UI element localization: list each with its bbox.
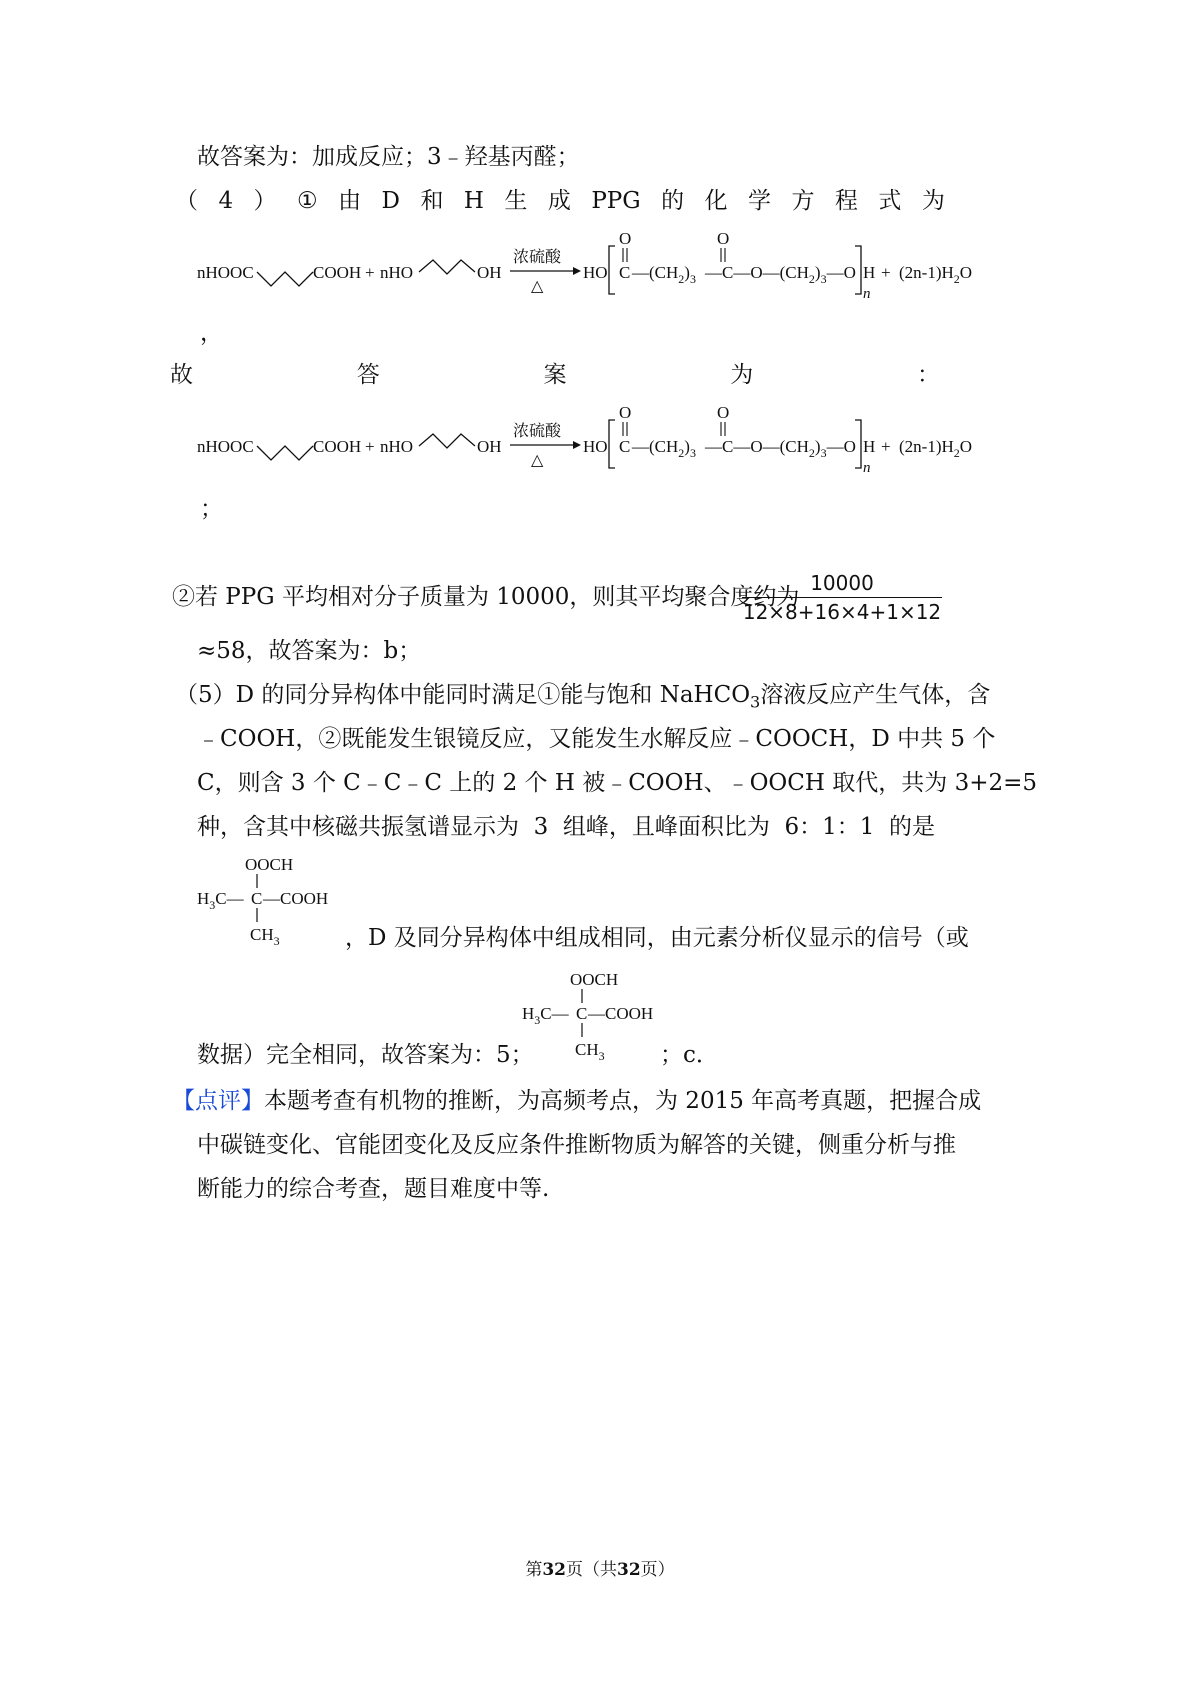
- token: 学: [748, 188, 771, 214]
- chain-segment-2: $—C—O—(CH_2)_3—O$: [705, 263, 856, 286]
- reactant-diacid-left: nHOOC: [197, 263, 254, 282]
- token: 和: [420, 188, 444, 214]
- carbon-chain-1: [257, 272, 313, 286]
- token: 化: [704, 188, 728, 214]
- group-ch3-left: $H_3C—$: [197, 889, 244, 912]
- carbonyl-o-1: O: [619, 229, 632, 248]
- review-line-3: 断能力的综合考查，题目难度中等.: [197, 1176, 550, 1202]
- token: 的: [661, 188, 685, 214]
- token: 成: [547, 188, 571, 214]
- group-ch3-bottom: $CH_3$: [575, 1040, 605, 1063]
- central-carbon: C: [576, 1004, 588, 1023]
- central-carbon: C: [251, 889, 263, 908]
- reactant-diol-right: OH: [477, 437, 502, 456]
- footer-mid: 页（共: [566, 1560, 617, 1580]
- polymerization-equation-2: [195, 402, 995, 482]
- semicolon-mark: ；: [200, 496, 223, 522]
- polymerization-equation-1: [195, 228, 995, 308]
- isomer-structure-2: [520, 965, 670, 1065]
- token: 为: [921, 188, 945, 214]
- part5-line-6-end: ；c．: [660, 1042, 719, 1068]
- polymer-n: n: [863, 286, 871, 302]
- right-bracket: [855, 420, 861, 468]
- review-line-2: 中碳链变化、官能团变化及反应条件推断物质为解答的关键，侧重分析与推: [197, 1132, 956, 1158]
- heat-symbol: △: [531, 452, 544, 469]
- token: 答: [356, 362, 380, 388]
- review-text-1: 本题考查有机物的推断，为高频考点，为 2015 年高考真题，把握合成: [264, 1088, 982, 1114]
- carbonyl-c-1: C: [619, 263, 631, 282]
- polymer-n: n: [863, 460, 871, 476]
- water-product: $(2n-1)H_2O$: [899, 437, 973, 460]
- product-ho: HO: [583, 437, 608, 456]
- carbonyl-o-2: O: [717, 229, 730, 248]
- plus-sign-2: +: [881, 437, 891, 456]
- product-h: H: [863, 263, 876, 282]
- subscript-3: 3: [750, 692, 761, 712]
- fraction-denominator: 12×8+16×4+1×12: [742, 600, 942, 624]
- footer-post: 页）: [640, 1560, 675, 1580]
- polymerization-fraction: [742, 571, 942, 624]
- token: 案: [543, 362, 567, 388]
- group-ch3-left: $H_3C—$: [522, 1004, 569, 1027]
- part5-text-a-end: 溶液反应产生气体，含: [760, 682, 991, 708]
- catalyst-label: 浓硫酸: [513, 249, 562, 266]
- group-ooch: OOCH: [570, 970, 619, 989]
- chain-segment-1: $—(CH_2)_3$: [632, 437, 696, 460]
- arrow-head: [573, 267, 581, 275]
- fraction-numerator: 10000: [742, 571, 942, 598]
- chain-segment-2: $—C—O—(CH_2)_3—O$: [705, 437, 856, 460]
- token: 生: [504, 188, 528, 214]
- reactant-diacid-left: nHOOC: [197, 437, 254, 456]
- plus-sign: +: [365, 263, 375, 282]
- water-product: $(2n-1)H_2O$: [899, 263, 973, 286]
- carbon-chain-2: [419, 260, 475, 274]
- question-4-heading: [175, 186, 945, 216]
- part5-text-a: （5）D 的同分异构体中能同时满足①能与饱和 NaHCO: [175, 682, 751, 708]
- group-cooh: —COOH: [588, 1004, 654, 1023]
- token: 方: [791, 188, 815, 214]
- carbonyl-c-1: C: [619, 437, 631, 456]
- part5-line-1: [175, 680, 990, 718]
- carbon-chain-2: [419, 434, 475, 448]
- carbonyl-o-1: O: [619, 403, 632, 422]
- answer-line-3: 故答案为：加成反应；3﹣羟基丙醛；: [197, 144, 580, 170]
- reactant-diol-left: nHO: [380, 437, 414, 456]
- token: 为: [730, 362, 754, 388]
- carbon-chain-1: [257, 446, 313, 460]
- product-h: H: [863, 437, 876, 456]
- part5-line-3: C，则含 3 个 C﹣C﹣C 上的 2 个 H 被﹣COOH、﹣OOCH 取代，共为 3+2=5: [197, 770, 1038, 796]
- footer-pre: 第: [525, 1560, 543, 1580]
- token: H: [463, 188, 484, 214]
- part5-line-2: ﹣COOH，②既能发生银镜反应，又能发生水解反应﹣COOCH，D 中共 5 个: [197, 726, 996, 752]
- arrow-head: [573, 441, 581, 449]
- carbonyl-o-2: O: [717, 403, 730, 422]
- chain-segment-1: $—(CH_2)_3$: [632, 263, 696, 286]
- token: 程: [834, 188, 858, 214]
- reactant-diol-right: OH: [477, 263, 502, 282]
- right-bracket: [855, 246, 861, 294]
- answer-heading-justified: [170, 360, 940, 390]
- answer-approx-58: ≈58，故答案为：b；: [197, 638, 422, 664]
- token: 4: [218, 188, 234, 214]
- token: ①: [297, 188, 318, 214]
- token: （: [175, 188, 198, 214]
- review-line-1: [172, 1086, 981, 1116]
- token: ：: [917, 362, 940, 388]
- left-bracket: [609, 246, 615, 294]
- heat-symbol: △: [531, 278, 544, 295]
- token: PPG: [591, 188, 641, 214]
- part5-line-4: 种，含其中核磁共振氢谱显示为 3 组峰，且峰面积比为 6：1：1 的是: [197, 814, 936, 840]
- plus-sign: +: [365, 437, 375, 456]
- part5-line-5: ，D 及同分异构体中组成相同，由元素分析仪显示的信号（或: [345, 925, 969, 951]
- degree-of-polymerization-text: ②若 PPG 平均相对分子质量为 10000，则其平均聚合度约为: [172, 584, 800, 610]
- review-tag: 【点评】: [172, 1088, 264, 1114]
- reactant-diacid-right: COOH: [313, 263, 362, 282]
- token: 式: [878, 188, 902, 214]
- reactant-diol-left: nHO: [380, 263, 414, 282]
- comma-mark: ，: [200, 320, 223, 346]
- part5-line-6: 数据）完全相同，故答案为：5；: [197, 1042, 534, 1068]
- token: 由: [338, 188, 362, 214]
- page-total: 32: [617, 1560, 641, 1580]
- reactant-diacid-right: COOH: [313, 437, 362, 456]
- product-ho: HO: [583, 263, 608, 282]
- left-bracket: [609, 420, 615, 468]
- page-footer: [0, 1555, 1200, 1580]
- page-number: 32: [542, 1560, 566, 1580]
- group-ooch: OOCH: [245, 855, 294, 874]
- catalyst-label: 浓硫酸: [513, 423, 562, 440]
- group-cooh: —COOH: [263, 889, 329, 908]
- isomer-structure-1: [195, 850, 345, 950]
- token: ）: [253, 188, 277, 214]
- plus-sign-2: +: [881, 263, 891, 282]
- token: D: [381, 188, 400, 214]
- group-ch3-bottom: $CH_3$: [250, 925, 280, 948]
- token: 故: [170, 362, 193, 388]
